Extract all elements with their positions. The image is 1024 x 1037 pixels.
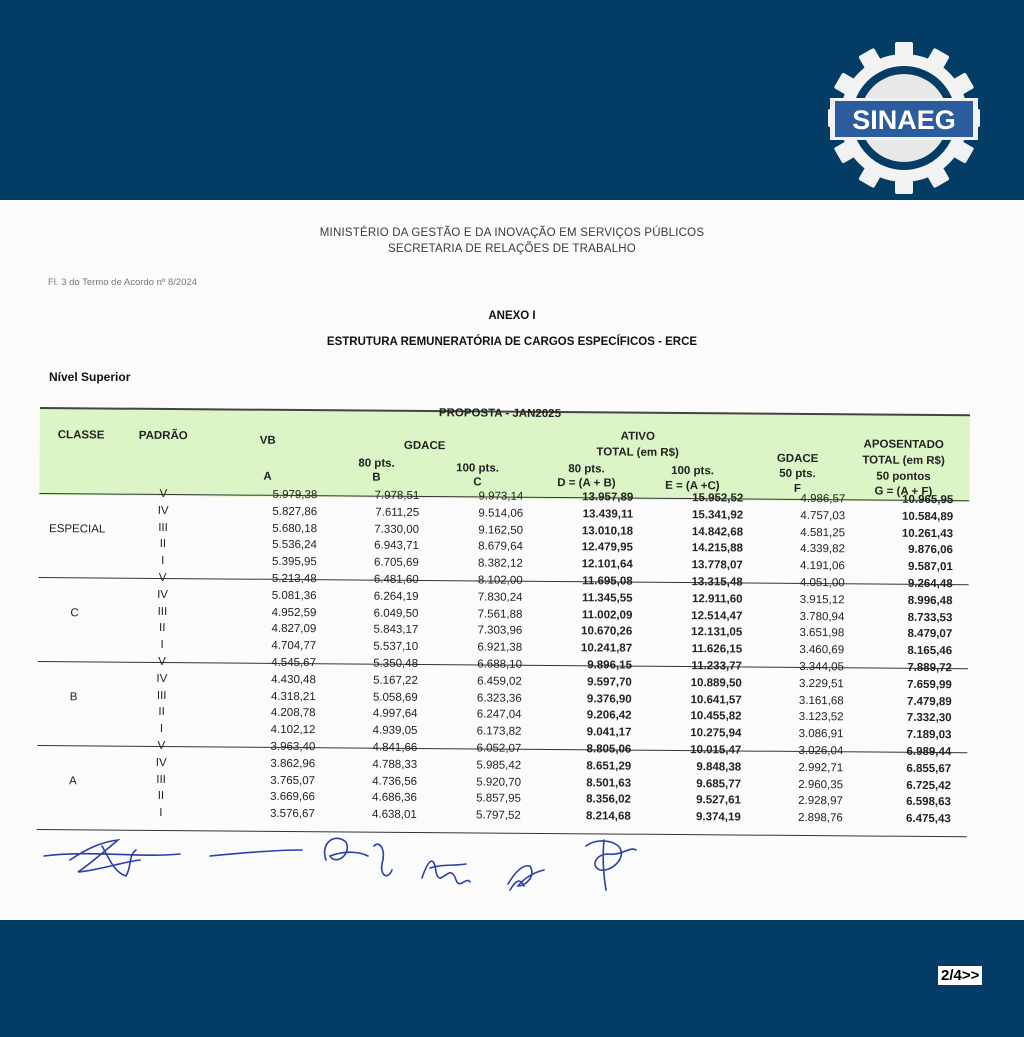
cell-g100: 6.052,07: [476, 742, 522, 755]
cell-ap: 6.989,44: [906, 745, 952, 759]
cell-t100: 15.952,52: [692, 492, 744, 505]
cell-t80: 8.651,29: [586, 760, 632, 773]
signature-1: [44, 840, 180, 872]
cell-ap: 9.264,48: [907, 577, 953, 591]
signatures: [30, 820, 660, 920]
cell-g100: 6.688,10: [477, 658, 523, 671]
cell-g50: 3.123,52: [798, 711, 844, 724]
cell-t80: 11.695,08: [582, 575, 633, 588]
cell-ap: 8.733,53: [907, 611, 953, 624]
cell-g80: 6.481,60: [373, 573, 419, 586]
cell-vb: 3.765,07: [270, 774, 316, 787]
cell-padrao: I: [159, 807, 163, 820]
cell-g100: 6.247,04: [476, 708, 522, 722]
header-gdace-ap: GDACE: [776, 452, 819, 466]
cell-ap: 10.965,95: [902, 493, 954, 507]
classe-label: C: [70, 606, 79, 619]
cell-g100: 6.173,82: [476, 725, 522, 738]
cell-t80: 9.896,15: [587, 659, 633, 672]
header-ativo-80-formula: D = (A + B): [557, 477, 616, 490]
cell-g100: 8.382,12: [477, 557, 523, 570]
header-gdace-100-code: C: [473, 476, 482, 489]
cell-vb: 4.952,59: [271, 606, 317, 619]
cell-g100: 6.323,36: [476, 692, 522, 705]
cell-g100: 7.830,24: [477, 591, 523, 604]
header-gdace-80-code: B: [372, 471, 381, 484]
cell-padrao: I: [160, 639, 164, 652]
cell-padrao: II: [158, 706, 165, 719]
cell-t80: 12.479,95: [581, 541, 633, 555]
cell-ap: 8.165,46: [907, 645, 953, 658]
cell-g100: 5.920,70: [476, 776, 522, 789]
cell-t80: 8.214,68: [585, 810, 631, 823]
cell-g80: 5.058,69: [372, 691, 418, 704]
cell-ap: 7.189,03: [906, 729, 952, 742]
header-gdace-100: 100 pts.: [456, 462, 499, 475]
cell-t100: 10.455,82: [690, 710, 742, 723]
cell-t100: 14.842,68: [691, 525, 744, 539]
cell-g80: 5.167,22: [373, 674, 418, 687]
cell-t80: 11.345,55: [581, 592, 633, 605]
cell-ap: 8.996,48: [907, 594, 953, 607]
cell-padrao: II: [157, 790, 165, 803]
cell-g80: 6.264,19: [373, 590, 419, 603]
cell-padrao: I: [161, 555, 165, 568]
cell-g80: 4.841,66: [372, 741, 418, 754]
cell-ap: 7.659,99: [907, 678, 952, 691]
cell-g50: 4.986,57: [800, 492, 846, 506]
cell-t100: 13.778,07: [691, 559, 743, 572]
cell-t100: 10.275,94: [690, 727, 742, 740]
cell-g100: 7.561,88: [477, 608, 523, 621]
cell-g100: 5.857,95: [476, 792, 521, 806]
cell-padrao: III: [156, 773, 166, 786]
cell-t100: 12.131,05: [691, 626, 743, 639]
cell-padrao: II: [159, 538, 167, 551]
cell-g100: 6.459,02: [477, 675, 522, 688]
cell-t80: 8.501,63: [586, 776, 632, 790]
proposal-title: PROPOSTA - JAN2025: [438, 407, 562, 421]
cell-g100: 8.679,64: [478, 540, 523, 554]
cell-ap: 9.587,01: [907, 561, 953, 574]
header-aposentado-pts: 50 pontos: [876, 470, 931, 483]
cell-vb: 4.102,12: [270, 724, 316, 737]
header-vb: VB: [259, 434, 276, 447]
cell-g80: 4.686,36: [372, 792, 417, 805]
cell-g100: 9.973,14: [478, 490, 524, 503]
header-ativo-100: 100 pts.: [671, 464, 714, 478]
cell-g80: 6.943,71: [374, 540, 419, 553]
header-gdace-ap-50: 50 pts.: [779, 467, 816, 481]
cell-g80: 6.049,50: [373, 607, 419, 620]
cell-vb: 5.395,95: [271, 556, 317, 569]
cell-ap: 6.855,67: [906, 762, 952, 775]
cell-vb: 4.704,77: [271, 640, 317, 653]
cell-g50: 2.960,35: [798, 778, 844, 791]
cell-g50: 3.026,04: [798, 744, 844, 758]
cell-g50: 3.161,68: [798, 694, 844, 707]
cell-g100: 7.303,96: [477, 624, 523, 638]
cell-t100: 9.685,77: [696, 777, 742, 791]
cell-g100: 9.162,50: [478, 524, 524, 537]
cell-g50: 3.229,51: [799, 677, 844, 691]
cell-t100: 11.233,77: [691, 660, 743, 673]
cell-vb: 4.430,48: [271, 673, 316, 686]
cell-ap: 7.332,30: [906, 712, 952, 725]
cell-t100: 12.514,47: [691, 609, 743, 623]
cell-g80: 7.978,51: [374, 489, 420, 502]
gear-icon: [826, 40, 982, 196]
cell-t100: 10.641,57: [690, 693, 742, 707]
cell-vb: 3.862,96: [270, 757, 316, 770]
cell-vb: 3.669,66: [270, 791, 315, 804]
header-aposentado: APOSENTADO: [863, 438, 944, 452]
cell-g50: 3.915,12: [799, 593, 845, 607]
cell-t80: 10.670,26: [581, 625, 633, 639]
annex-subtitle: ESTRUTURA REMUNERATÓRIA DE CARGOS ESPECÍFICOS - ERCE: [326, 336, 698, 348]
cell-g50: 4.339,82: [800, 543, 845, 556]
cell-g80: 5.537,10: [373, 640, 419, 654]
cell-g100: 8.102,00: [477, 574, 523, 587]
cell-g50: 2.928,97: [798, 795, 843, 808]
header-aposentado-formula: G = (A + F): [874, 485, 933, 499]
cell-vb: 4.208,78: [270, 707, 316, 720]
cell-t80: 9.041,17: [586, 726, 632, 739]
header-gdace: GDACE: [403, 439, 446, 453]
header-gdace-80: 80 pts.: [358, 457, 395, 470]
header-aposentado-total: TOTAL (em R$): [862, 454, 945, 468]
salary-table: [35, 407, 972, 1037]
classe-label: B: [69, 690, 78, 703]
cell-padrao: III: [158, 521, 168, 534]
cell-padrao: IV: [156, 672, 168, 685]
signature-6: [586, 840, 636, 890]
table-header-background: [39, 407, 970, 505]
cell-t80: 8.356,02: [586, 793, 631, 807]
cell-t100: 15.341,92: [691, 508, 744, 522]
cell-g50: 3.086,91: [798, 728, 844, 741]
cell-g80: 4.788,33: [372, 758, 418, 771]
cell-vb: 5.979,38: [272, 488, 318, 502]
ministry-name: MINISTÉRIO DA GESTÃO E DA INOVAÇÃO EM SERVIÇOS PÚBLICOS: [319, 227, 705, 239]
cell-g80: 6.705,69: [373, 556, 419, 570]
document-reference: Fl. 3 do Termo de Acordo nº 8/2024: [48, 277, 198, 288]
cell-ap: 10.261,43: [901, 527, 954, 540]
cell-vb: 4.318,21: [270, 690, 316, 703]
cell-vb: 5.680,18: [272, 522, 318, 535]
signature-3: [325, 838, 392, 875]
cell-t100: 12.911,60: [691, 592, 743, 606]
cell-g80: 5.843,17: [373, 624, 419, 637]
cell-padrao: V: [159, 487, 168, 501]
cell-g50: 2.992,71: [798, 761, 844, 775]
header-ativo-80: 80 pts.: [568, 463, 605, 476]
cell-ap: 7.889,72: [907, 661, 953, 675]
cell-vb: 5.827,86: [272, 505, 318, 518]
cell-t80: 9.206,42: [586, 709, 632, 723]
cell-vb: 4.827,09: [271, 623, 317, 636]
cell-g50: 3.780,94: [799, 610, 845, 623]
header-gdace-ap-code: F: [793, 482, 801, 495]
signature-4: [422, 861, 470, 884]
cell-g50: 4.581,25: [800, 526, 846, 539]
cell-padrao: IV: [157, 504, 169, 517]
cell-padrao: III: [156, 689, 167, 702]
signature-5: [508, 866, 544, 890]
cell-t100: 9.527,61: [696, 794, 741, 807]
cell-ap: 6.475,43: [905, 813, 951, 826]
cell-vb: 3.963,40: [270, 740, 316, 754]
level-label: Nível Superior: [49, 370, 131, 384]
header-ativo-total: TOTAL (em R$): [596, 446, 679, 460]
cell-t100: 9.848,38: [696, 760, 742, 774]
cell-ap: 9.876,06: [908, 544, 953, 557]
cell-padrao: III: [157, 605, 168, 618]
header-ativo-100-formula: E = (A +C): [665, 479, 720, 493]
cell-g50: 2.898,76: [797, 812, 843, 825]
cell-vb: 3.576,67: [269, 808, 315, 821]
cell-g50: 4.191,06: [799, 560, 845, 573]
cell-padrao: IV: [155, 756, 167, 769]
classe-label: ESPECIAL: [48, 522, 106, 536]
cell-t80: 12.101,64: [581, 558, 633, 571]
sinaeg-logo: [826, 40, 982, 196]
cell-padrao: I: [159, 723, 164, 736]
cell-padrao: V: [158, 571, 167, 584]
cell-g50: 3.651,98: [799, 627, 845, 640]
logo-text: SINAEG: [852, 105, 956, 135]
header-vb-code: A: [263, 470, 272, 483]
cell-t80: 9.597,70: [587, 676, 632, 689]
cell-g100: 9.514,06: [478, 507, 524, 520]
signature-2: [210, 850, 302, 856]
cell-padrao: II: [159, 622, 166, 635]
cell-g100: 5.985,42: [476, 759, 522, 772]
cell-vb: 4.545,67: [271, 656, 317, 670]
cell-g50: 4.757,03: [800, 509, 846, 523]
cell-vb: 5.081,36: [271, 589, 317, 602]
cell-t80: 8.805,06: [586, 743, 632, 756]
cell-g50: 3.344,05: [799, 660, 845, 674]
cell-g50: 4.051,00: [799, 576, 845, 590]
header-classe: CLASSE: [57, 429, 105, 442]
cell-g100: 5.797,52: [475, 809, 521, 822]
cell-t100: 11.626,15: [691, 643, 743, 656]
cell-t80: 10.241,87: [580, 642, 633, 655]
cell-g80: 7.611,25: [375, 506, 420, 519]
cell-g80: 4.638,01: [371, 808, 417, 822]
cell-ap: 10.584,89: [901, 510, 954, 523]
secretariat-name: SECRETARIA DE RELAÇÕES DE TRABALHO: [388, 243, 636, 255]
cell-t80: 11.002,09: [581, 608, 633, 622]
cell-g80: 4.939,05: [372, 724, 418, 738]
cell-ap: 8.479,07: [907, 628, 953, 641]
cell-g80: 7.330,00: [374, 523, 420, 536]
cell-g50: 3.460,69: [799, 644, 845, 657]
classe-label: A: [69, 774, 77, 787]
cell-g100: 6.921,38: [477, 641, 523, 654]
cell-t80: 9.376,90: [586, 692, 632, 706]
cell-vb: 5.213,48: [271, 572, 317, 586]
cell-g80: 4.736,56: [372, 775, 418, 788]
cell-t80: 13.010,18: [581, 524, 634, 538]
cell-t100: 10.889,50: [690, 676, 742, 690]
header-ativo: ATIVO: [620, 430, 655, 443]
cell-padrao: IV: [157, 588, 169, 601]
cell-padrao: V: [158, 655, 166, 668]
cell-t100: 13.315,48: [691, 576, 743, 589]
header-padrao: PADRÃO: [138, 429, 188, 443]
cell-t100: 9.374,19: [695, 811, 741, 824]
cell-t100: 14.215,88: [691, 542, 743, 555]
annex-title: ANEXO I: [488, 310, 536, 322]
cell-t100: 10.015,47: [690, 744, 742, 757]
cell-t80: 13.957,89: [582, 491, 634, 504]
cell-g80: 5.350,48: [373, 657, 419, 670]
cell-vb: 5.536,24: [272, 539, 317, 552]
cell-ap: 6.725,42: [906, 779, 952, 792]
cell-g80: 4.997,64: [372, 708, 418, 721]
cell-padrao: V: [157, 739, 166, 752]
document-page: [0, 200, 1024, 920]
signature-1-detail: [102, 846, 136, 876]
cell-ap: 6.598,63: [906, 796, 951, 809]
cell-t80: 13.439,11: [582, 508, 634, 521]
cell-ap: 7.479,89: [906, 695, 952, 708]
page-indicator[interactable]: 2/4>>: [938, 966, 982, 985]
